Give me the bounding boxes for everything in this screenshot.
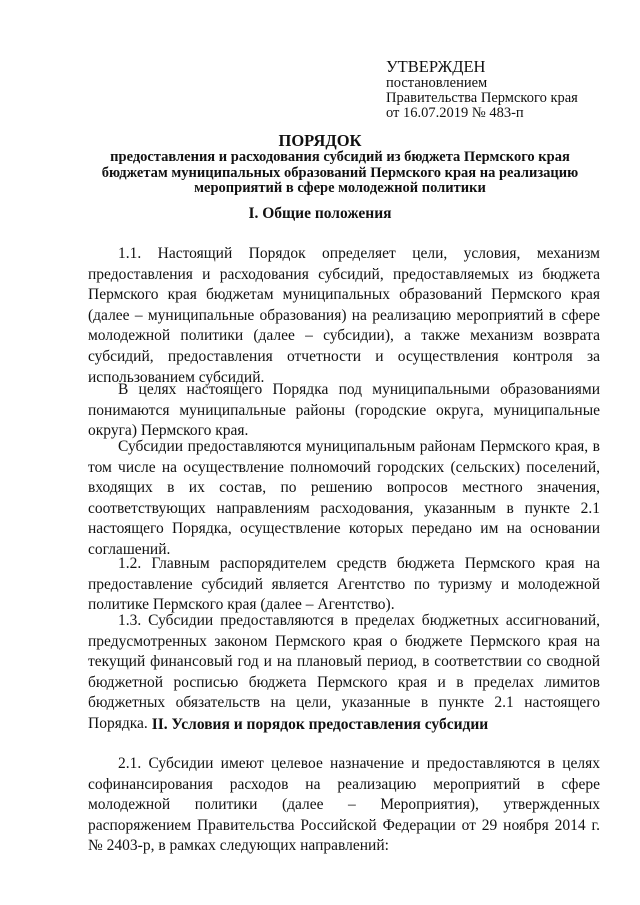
paragraph: 1.2. Главным распорядителем средств бюджета Пермского края на предоставление субсидий является Агентство по туризму и молодежной политике Пермского края (далее – Агентство). (88, 555, 600, 614)
paragraph: 2.1. Субсидии имеют целевое назначение и предоставляются в целях софинансирования расходов на реализацию мероприятий в сфере молодежной политики (далее – Мероприятия), утвержденных распоряжением Правительства Российской Федерации от 29 ноября 2014 г. № 2403-р, в рамках следующих направлений: (88, 755, 600, 855)
section-heading: II. Условия и порядок предоставления субсидии (151, 716, 489, 733)
subtitle-line: бюджетам муниципальных образований Пермского края на реализацию (101, 164, 579, 181)
approval-stamp (386, 58, 578, 121)
subtitle-line: мероприятий в сфере молодежной политики (194, 180, 486, 196)
paragraph: Субсидии предоставляются муниципальным районам Пермского края, в том числе на осуществление полномочий городских (сельских) поселений, входящих в их состав, по решению вопросов местного значения, соответствующих направлениям расходования, указанным в пункте 2.1 настоящего Порядка, осуществление которых передано им на основании соглашений. (88, 438, 600, 558)
approval-line: Правительства Пермского края (386, 90, 578, 106)
approval-heading: УТВЕРЖДЕН (386, 57, 486, 76)
subtitle-line: предоставления и расходования субсидий из бюджета Пермского края (110, 149, 570, 165)
paragraph: 1.1. Настоящий Порядок определяет цели, условия, механизм предоставления и расходования субсидий, предоставляемых из бюджета Пермского края бюджетам муниципальных образований Пермского края (далее – муниципальные образования) на реализацию мероприятий в сфере молодежной политики (далее – субсидии), а также механизм возврата субсидий, предоставления отчетности и осуществления контроля за использованием субсидий. (88, 245, 600, 386)
document-title: ПОРЯДОК (278, 131, 362, 150)
section-heading: I. Общие положения (248, 205, 392, 222)
paragraph: 1.3. Субсидии предоставляются в пределах бюджетных ассигнований, предусмотренных законом Пермского края о бюджете Пермского края на текущий финансовый год и на плановый период, в соответствии со сводной бюджетной росписью бюджета Пермского края и в пределах лимитов бюджетных обязательств на цели, указанные в пункте 2.1 настоящего Порядка. (88, 612, 600, 732)
document-subtitle (0, 150, 640, 197)
approval-line: постановлением (386, 75, 488, 91)
approval-line: от 16.07.2019 № 483-п (386, 105, 524, 121)
paragraph: В целях настоящего Порядка под муниципальными образованиями понимаются муниципальные районы (городские округа, муниципальные округа) Пермского края. (88, 381, 600, 440)
